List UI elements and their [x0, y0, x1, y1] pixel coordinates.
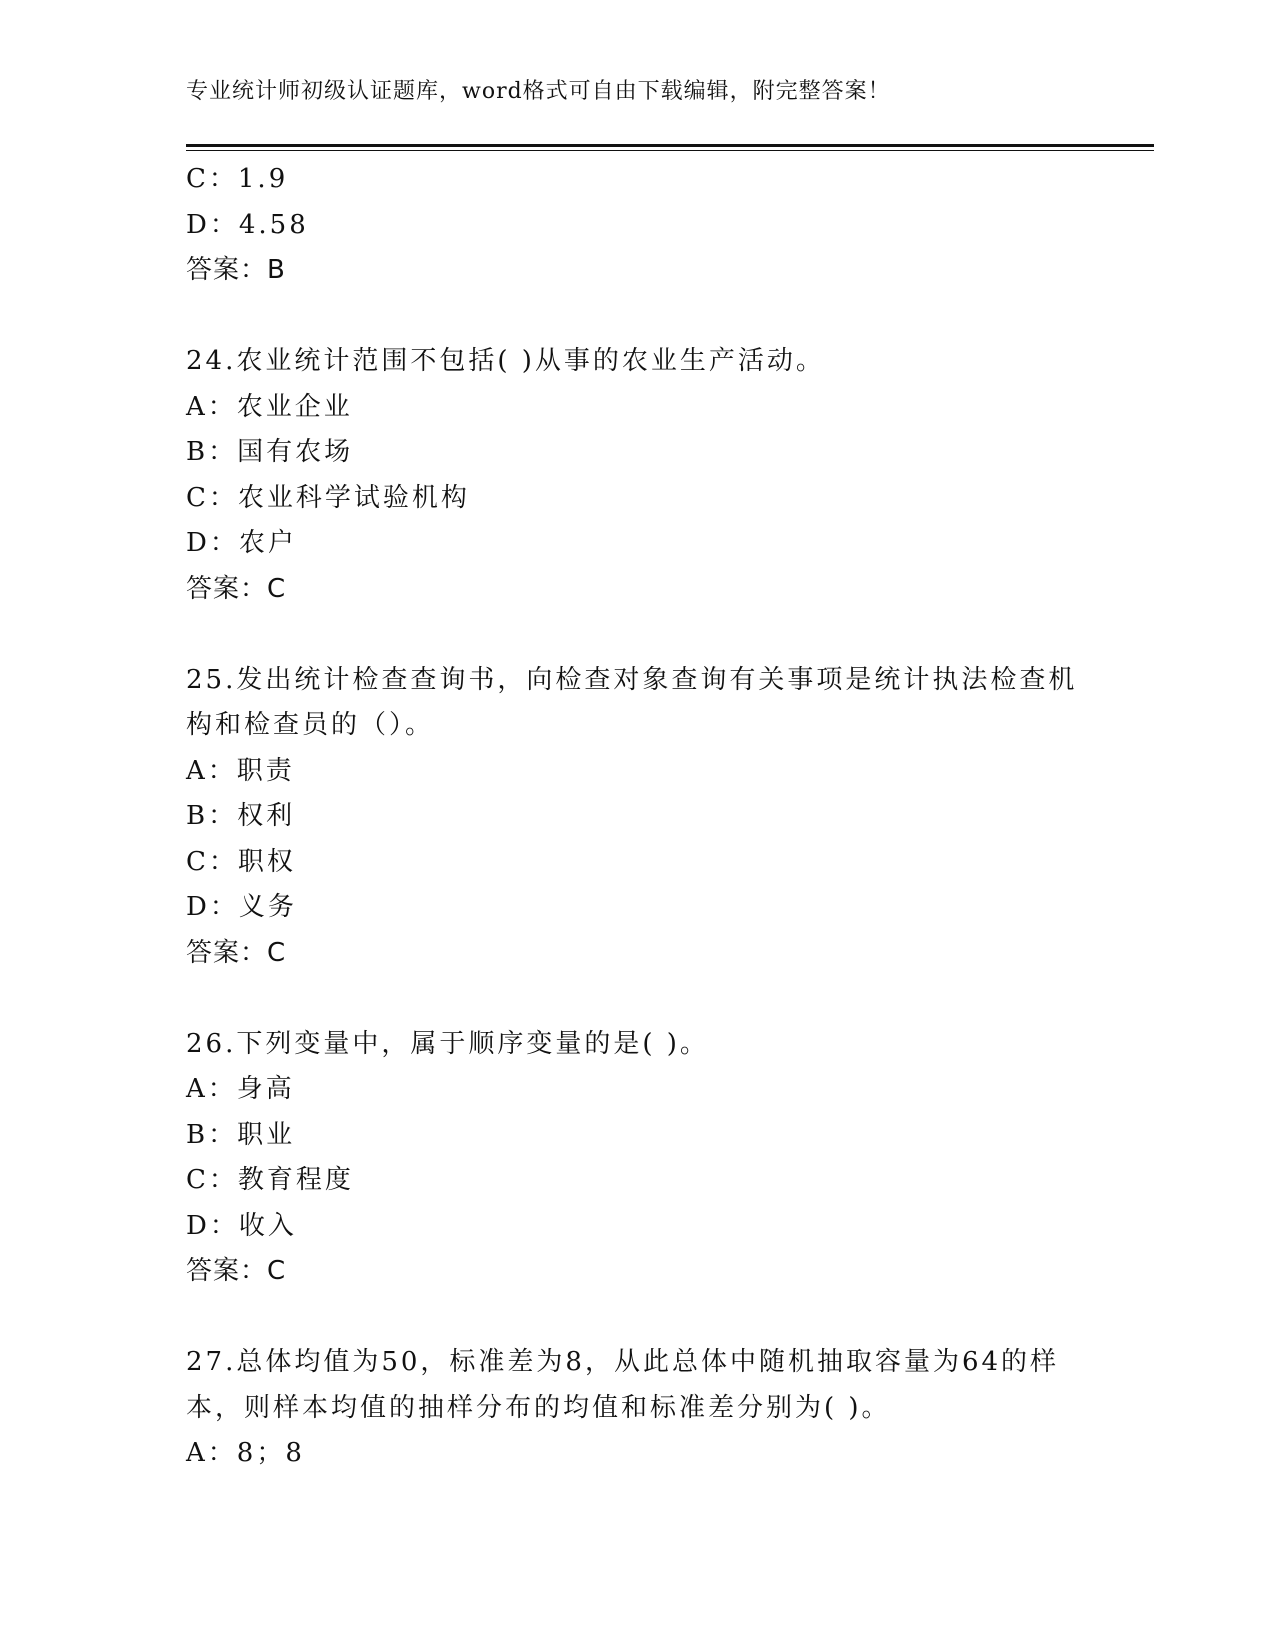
option-line: A：身高 — [186, 1074, 295, 1104]
option-line: D：收入 — [186, 1210, 297, 1241]
question-stem: 25.发出统计检查查询书，向检查对象查询有关事项是统计执法检查机 — [186, 664, 1078, 695]
option-line: C：职权 — [186, 846, 296, 877]
spacer — [186, 612, 1106, 658]
option-line: B：权利 — [186, 801, 296, 831]
prev-question — [186, 157, 1106, 294]
option-line: A：职责 — [186, 755, 295, 786]
option-line: D：农户 — [186, 528, 297, 558]
option-line: D：义务 — [186, 892, 297, 922]
page-header: 专业统计师初级认证题库，word格式可自由下载编辑，附完整答案！ — [186, 79, 891, 104]
question-25 — [186, 658, 1106, 977]
spacer — [186, 294, 1106, 340]
answer-line: 答案：C — [186, 573, 287, 604]
option-line: B：职业 — [186, 1119, 296, 1150]
option-line: A：8；8 — [186, 1438, 305, 1468]
answer-line: 答案：B — [186, 255, 286, 285]
option-line: A：农业企业 — [186, 391, 353, 422]
spacer — [186, 1295, 1106, 1341]
option-line: C：教育程度 — [186, 1165, 354, 1195]
question-24 — [186, 339, 1106, 612]
question-26 — [186, 1022, 1106, 1295]
question-stem: 27.总体均值为50，标准差为8，从此总体中随机抽取容量为64的样 — [186, 1347, 1060, 1377]
question-27 — [186, 1340, 1106, 1477]
header-rule-thick — [186, 144, 1154, 147]
option-line: C：1.9 — [186, 164, 289, 194]
spacer — [186, 976, 1106, 1022]
question-content — [186, 157, 1106, 1477]
question-stem-continued: 构和检查员的（）。 — [186, 710, 435, 740]
question-stem: 26.下列变量中，属于顺序变量的是( )。 — [186, 1028, 709, 1059]
answer-line: 答案：C — [186, 1256, 287, 1286]
option-line: D：4.58 — [186, 209, 309, 240]
question-stem: 24.农业统计范围不包括( )从事的农业生产活动。 — [186, 346, 825, 376]
option-line: C：农业科学试验机构 — [186, 482, 470, 513]
question-stem-continued: 本，则样本均值的抽样分布的均值和标准差分别为( )。 — [186, 1392, 891, 1423]
option-line: B：国有农场 — [186, 437, 354, 467]
header-rule-thin — [186, 150, 1154, 151]
answer-line: 答案：C — [186, 937, 287, 968]
